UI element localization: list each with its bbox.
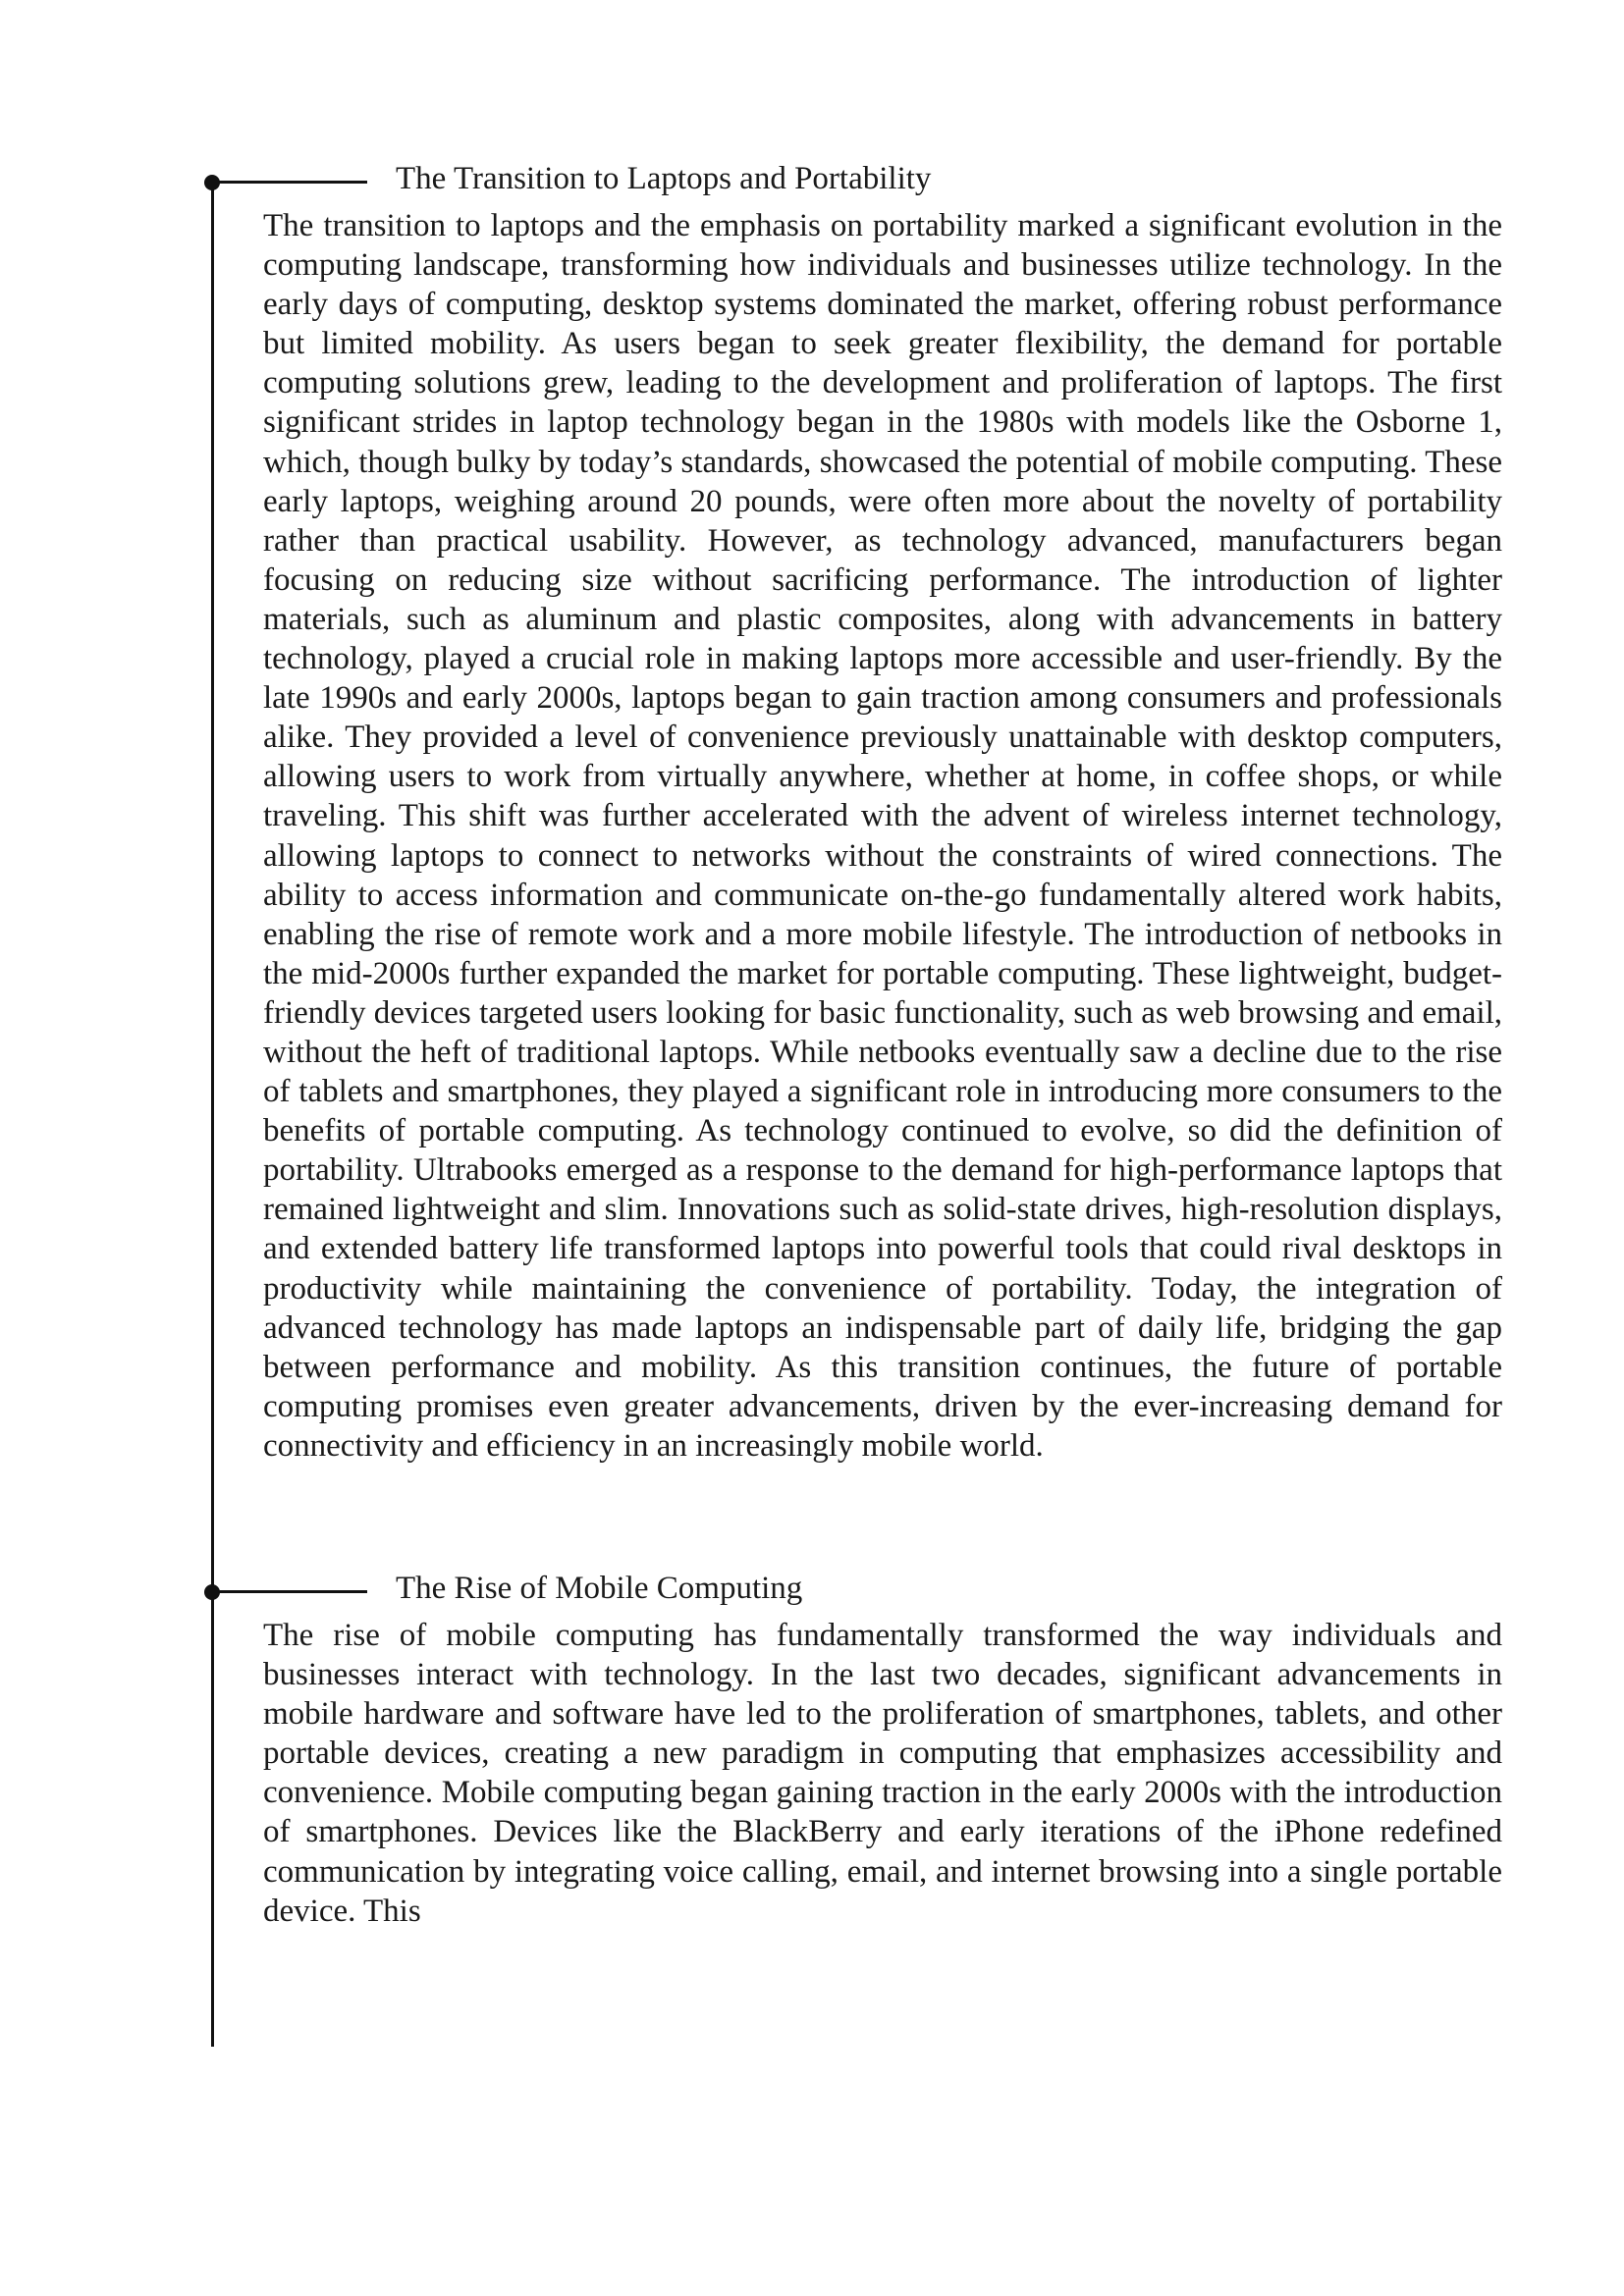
timeline-connector bbox=[212, 1590, 367, 1593]
section-heading: The Rise of Mobile Computing bbox=[396, 1571, 803, 1606]
timeline-connector bbox=[212, 181, 367, 184]
timeline-vertical-line bbox=[211, 182, 214, 2047]
section-heading: The Transition to Laptops and Portability bbox=[396, 161, 932, 196]
section-body: The rise of mobile computing has fundamentally transformed the way individuals and businesses interact with technology. In the last two decades, significant advancements in mobile hardware and software have led to the proliferation of smartphones, tablets, and other portable devices, creating a new paradigm in computing that emphasizes accessibility and convenience. Mobile computing began gaining traction in the early 2000s with the introduction of smartphones. Devices like the BlackBerry and early iterations of the iPhone redefined communication by integrating voice calling, email, and internet browsing into a single portable device. This bbox=[263, 1618, 1502, 1929]
section-body: The transition to laptops and the emphasis on portability marked a significant evolution in the computing landscape, transforming how individuals and businesses utilize technology. In the early days of computing, desktop systems dominated the market, offering robust performance but limited mobility. As users began to seek greater flexibility, the demand for portable computing solutions grew, leading to the development and proliferation of laptops. The first significant strides in laptop technology began in the 1980s with models like the Osborne 1, which, though bulky by today’s standards, showcased the potential of mobile computing. These early laptops, weighing around 20 pounds, were often more about the novelty of portability rather than practical usability. However, as technology advanced, manufacturers began focusing on reducing size without sacrificing performance. The introduction of lighter materials, such as aluminum and plastic composites, along with advancements in battery technology, played a crucial role in making laptops more accessible and user-friendly. By the late 1990s and early 2000s, laptops began to gain traction among consumers and professionals alike. They provided a level of convenience previously unattainable with desktop computers, allowing users to work from virtually anywhere, whether at home, in coffee shops, or while traveling. This shift was further accelerated with the advent of wireless internet technology, allowing laptops to connect to networks without the constraints of wired connections. The ability to access information and communicate on-the-go fundamentally altered work habits, enabling the rise of remote work and a more mobile lifestyle. The introduction of netbooks in the mid-2000s further expanded the market for portable computing. These lightweight, budget-friendly devices targeted users looking for basic functionality, such as web browsing and email, without the heft of traditional laptops. While netbooks eventually saw a decline due to the rise of tablets and smartphones, they played a significant role in introducing more consumers to the benefits of portable computing. As technology continued to evolve, so did the definition of portability. Ultrabooks emerged as a response to the demand for high-performance laptops that remained lightweight and slim. Innovations such as solid-state drives, high-resolution displays, and extended battery life transformed laptops into powerful tools that could rival desktops in productivity while maintaining the convenience of portability. Today, the integration of advanced technology has made laptops an indispensable part of daily life, bridging the gap between performance and mobility. As this transition continues, the future of portable computing promises even greater advancements, driven by the ever-increasing demand for connectivity and efficiency in an increasingly mobile world. bbox=[263, 208, 1502, 1464]
